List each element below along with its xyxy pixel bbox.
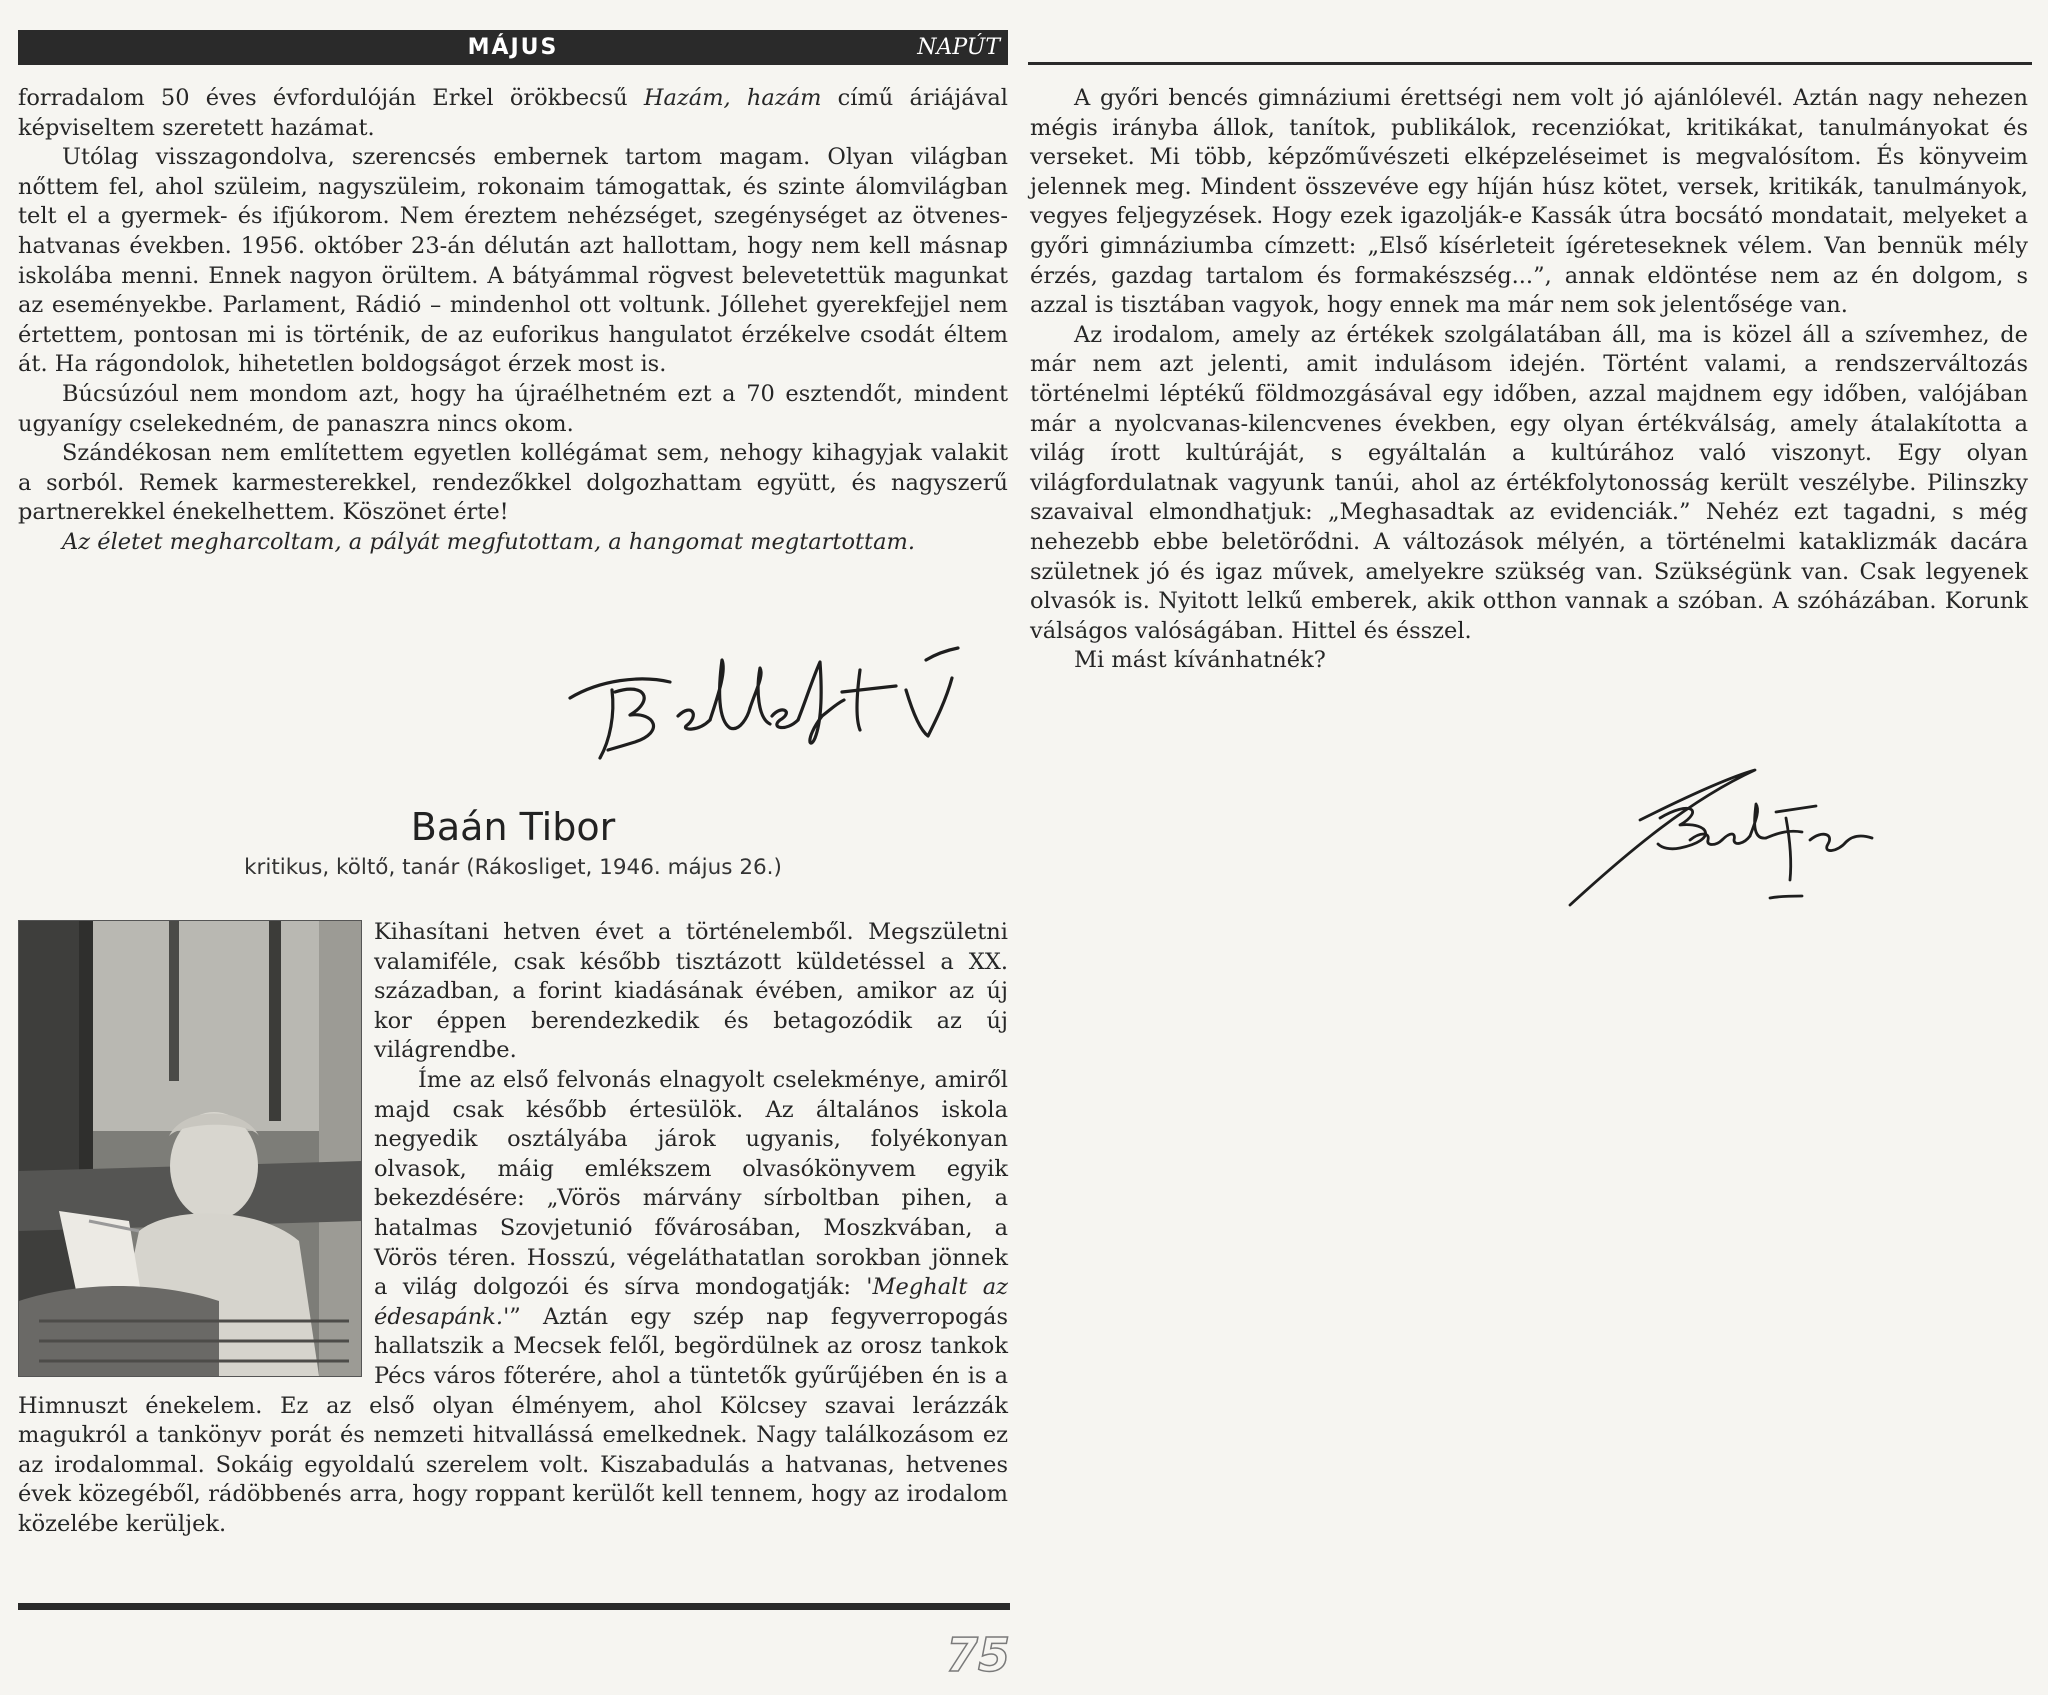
right-column-text xyxy=(1030,84,2028,676)
page-number: 75 xyxy=(945,1628,1010,1682)
profile-name: Baán Tibor xyxy=(410,805,616,849)
signature-2 xyxy=(1540,740,2020,920)
paragraph: Íme az első felvonás elnagyolt cselekménye, amiről majd csak később értesülök. Az általános iskola negyedik osztályába járok ugyanis, folyékonyan olvasok, máig emlékszem olvasókönyvem egyik bekezdésére: „Vörös márvány sírboltban pihen, a hatalmas Szovjetunió fővárosában, Moszkvában, a Vörös téren. Hosszú, végeláthatatlan sorokban jönnek a világ dolgozói és sírva mondogatják: 'Meghalt az édesapánk.'” Aztán egy szép nap fegyverropogás hallatszik a Mecsek felől, begördülnek az orosz tankok Pécs város főterére, ahol a tüntetők gyűrűjében én is a Himnuszt énekelem. Ez az első olyan élményem, ahol Kölcsey szavai lerázzák magukról a tankönyv porát és nemzeti hitvallássá emelkednek. Nagy találkozásom ez az irodalommal. Sokáig egyoldalú szerelem volt. Kiszabadulás a hatvanas, hetvenes évek közegéből, rádöbbenés arra, hogy roppant kerülőt kell tennem, hogy az irodalom közelébe kerüljek. xyxy=(18,1066,1008,1537)
paragraph: Kihasítani hetven évet a történelemből. Megszületni valamiféle, csak később tisztázott küldetéssel a XX. században, a forint kiadásának évében, amikor az új kor éppen berendezkedik és betagozódik az új világrendbe. xyxy=(374,919,1008,1064)
paragraph: forradalom 50 éves évfordulóján Erkel örökbecsű Hazám, hazám című áriájával képviseltem szeretett hazámat. xyxy=(18,85,1009,141)
magazine-logo: NAPÚT xyxy=(917,35,1000,60)
profile-subtitle: kritikus, költő, tanár (Rákosliget, 1946. május 26.) xyxy=(244,855,782,880)
paragraph: Mi mást kívánhatnék? xyxy=(1074,647,1326,674)
paragraph: A győri bencés gimnáziumi érettségi nem volt jó ajánlólevél. Aztán nagy nehezen mégis irányba állok, tanítok, publikálok, recenziókat, kritikákat, tanulmányokat és verseket. Mi több, képzőművészeti elképzeléseimet is megvalósítom. És könyveim jelennek meg. Mindent összevéve egy híján húsz kötet, versek, kritikák, tanulmányok, vegyes feljegyzések. Hogy ezek igazolják-e Kassák útra bocsátó mondatait, melyeket a győri gimnáziumba címzett: „Első kísérleteit ígéreteseknek vélem. Van bennük mély érzés, gazdag tartalom és formakészség...”, annak eldöntése nem az én dolgom, s azzal is tisztában vagyok, hogy ennek ma már nem sok jelentősége van. xyxy=(1030,85,2028,319)
header-bar xyxy=(18,30,1008,65)
top-rule-right xyxy=(1028,62,2032,65)
paragraph: Utólag visszagondolva, szerencsés embernek tartom magam. Olyan világban nőttem fel, ahol szüleim, nagyszüleim, rokonaim támogattak, és szinte álomvilágban telt el a gyermek- és ifjúkorom. Nem éreztem nehézséget, szegénységet az ötvenes-hatvanas években. 1956. október 23-án délután azt hallottam, hogy nem kell másnap iskolába menni. Ennek nagyon örültem. A bátyámmal rögvest belevetettük magunkat az eseményekbe. Parlament, Rádió – mindenhol ott voltunk. Jóllehet gyerekfejjel nem értettem, pontosan mi is történik, de az euforikus hangulatot érzékelve csodát éltem át. Ha rágondolok, hihetetlen boldogságot érzek most is. xyxy=(18,144,1008,378)
paragraph: Búcsúzóul nem mondom azt, hogy ha újraélhetném ezt a 70 esztendőt, mindent ugyanígy cselekedném, de panaszra nincs okom. xyxy=(18,380,1008,437)
photo-spacer xyxy=(18,918,374,1376)
left-column-text xyxy=(18,84,1008,558)
signature-1 xyxy=(560,620,990,770)
bio-text xyxy=(18,918,1008,1539)
bottom-rule xyxy=(18,1603,1010,1610)
paragraph: Az irodalom, amely az értékek szolgálatában áll, ma is közel áll a szívemhez, de már nem azt jelenti, amit indulásom idején. Történt valami, a rendszerváltozás történelmi léptékű földmozgásával egy időben, azzal majdnem egy időben, valójában már a nyolcvanas-kilencvenes években, egy olyan értékválság, amely átalakította a világ írott kultúráját, s egyáltalán a kultúrához való viszonyt. Egy olyan világfordulatnak vagyunk tanúi, ahol az értékfolytonosság került veszélybe. Pilinszky szavaival elmondhatjuk: „Meghasadtak az evidenciák.” Nehéz ezt tagadni, s még nehezebb ebbe beletörődni. A változások mélyén, a történelmi kataklizmák dacára születnek jó és igaz művek, amelyekre szükség van. Szükségünk van. Csak legyenek olvasók is. Nyitott lelkű emberek, akik otthon vannak a szóban. A szóházában. Korunk válságos valóságában. Hittel és ésszel. xyxy=(1030,321,2028,644)
paragraph: Szándékosan nem említettem egyetlen kollégámat sem, nehogy kihagyjak valakit a sorból. Remek karmesterekkel, rendezőkkel dolgozhattam együtt, és nagyszerű partnerekkel énekelhettem. Köszönet érte! xyxy=(18,440,1008,526)
month-title: MÁJUS xyxy=(467,35,559,60)
closing-motto: Az életet megharcoltam, a pályát megfutottam, a hangomat megtartottam. xyxy=(62,528,915,555)
